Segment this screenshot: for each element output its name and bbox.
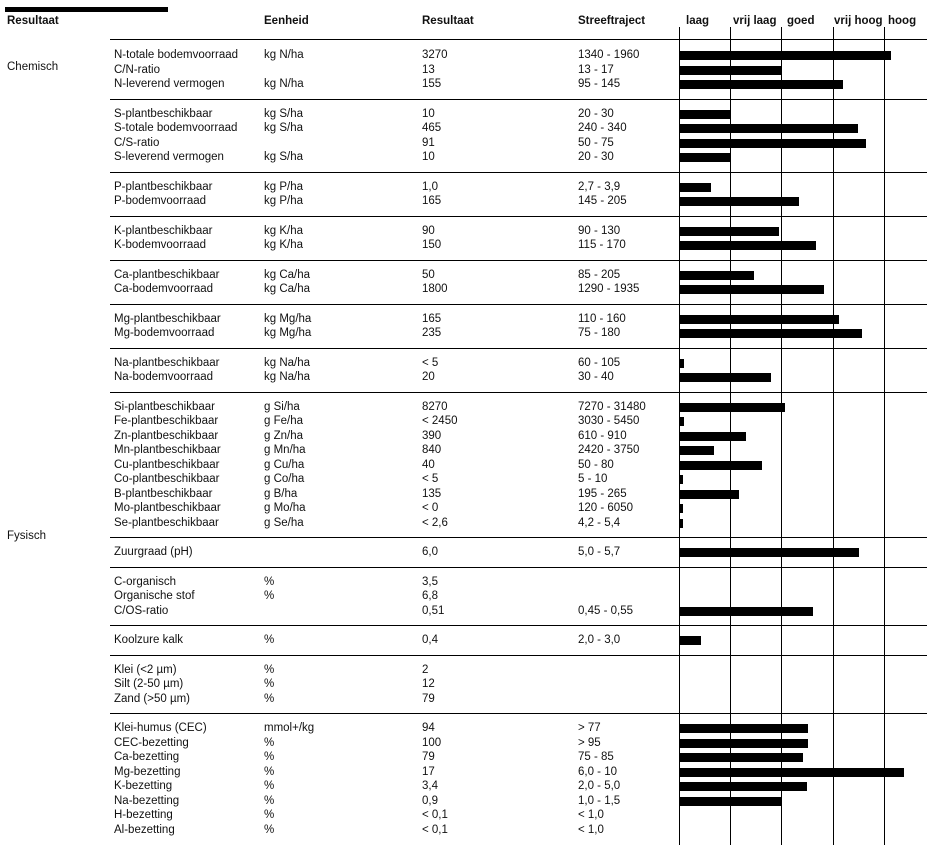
scale-label-vrij-hoog: vrij hoog (834, 15, 883, 27)
param-value: 6,8 (422, 590, 438, 602)
result-group (0, 392, 927, 538)
param-unit: kg Ca/ha (264, 268, 311, 281)
param-value: < 5 (422, 356, 439, 369)
level-bar (680, 124, 858, 133)
param-range: 6,0 - 10 (578, 765, 617, 778)
scale-label-hoog: hoog (888, 15, 917, 27)
level-bar (680, 315, 839, 324)
param-name: K-bezetting (114, 780, 173, 792)
param-unit: % (264, 678, 275, 690)
scale-label-goed: goed (787, 15, 815, 27)
param-name: Ca-plantbeschikbaar (114, 268, 220, 281)
param-range: 110 - 160 (578, 312, 626, 325)
level-bar (680, 373, 771, 382)
param-unit: kg N/ha (264, 78, 304, 90)
param-range: 75 - 180 (578, 327, 621, 339)
param-range: 7270 - 31480 (578, 400, 646, 413)
param-unit: kg Na/ha (264, 371, 311, 383)
param-range: 95 - 145 (578, 78, 621, 90)
result-group (0, 260, 927, 304)
table-row (0, 400, 927, 415)
param-value: 10 (422, 151, 435, 163)
param-name: Co-plantbeschikbaar (114, 473, 220, 485)
param-value: 840 (422, 444, 442, 456)
level-bar (680, 724, 808, 733)
result-group (0, 625, 927, 655)
param-name: Si-plantbeschikbaar (114, 400, 216, 413)
param-value: 135 (422, 487, 442, 500)
param-unit: kg Mg/ha (264, 312, 312, 325)
param-unit: % (264, 765, 275, 778)
param-name: Mg-bezetting (114, 765, 181, 778)
table-row (0, 721, 927, 736)
param-name: C/N-ratio (114, 63, 161, 76)
param-value: 91 (422, 136, 435, 149)
param-value: 235 (422, 327, 442, 339)
level-bar (680, 782, 807, 791)
table-row (0, 808, 927, 823)
param-value: 0,4 (422, 634, 438, 646)
level-bar (680, 432, 746, 441)
param-value: 79 (422, 751, 435, 763)
param-value: 20 (422, 371, 435, 383)
level-bar (680, 241, 816, 250)
param-value: 8270 (422, 400, 448, 413)
param-name: Na-bodemvoorraad (114, 371, 214, 383)
param-name: Mg-plantbeschikbaar (114, 312, 221, 325)
level-bar (680, 417, 684, 426)
param-value: 94 (422, 722, 435, 734)
result-group (0, 537, 927, 567)
param-name: Na-plantbeschikbaar (114, 356, 220, 369)
table-row (0, 604, 927, 619)
scale-tick (833, 27, 834, 39)
level-bar (680, 197, 799, 206)
param-value: 1,0 (422, 180, 438, 193)
param-value: 3,4 (422, 780, 438, 792)
table-row (0, 180, 927, 195)
table-row (0, 77, 927, 92)
level-bar (680, 110, 731, 119)
param-name: CEC-bezetting (114, 736, 189, 749)
table-row (0, 487, 927, 502)
param-value: 2 (422, 663, 429, 676)
param-value: 150 (422, 239, 442, 251)
param-range: 5,0 - 5,7 (578, 546, 621, 558)
param-value: 40 (422, 458, 435, 471)
param-range: < 1,0 (578, 823, 604, 836)
param-name: Ca-bezetting (114, 751, 180, 763)
table-row (0, 663, 927, 678)
param-unit: % (264, 590, 275, 602)
table-row (0, 736, 927, 751)
param-unit: kg Na/ha (264, 356, 311, 369)
result-group (0, 40, 927, 99)
param-name: Zand (>50 µm) (114, 692, 190, 705)
param-name: K-bodemvoorraad (114, 239, 207, 251)
param-value: 0,51 (422, 604, 445, 617)
param-value: < 0,1 (422, 823, 448, 836)
param-range: 115 - 170 (578, 239, 626, 251)
param-name: N-totale bodemvoorraad (114, 49, 239, 61)
param-name: P-bodemvoorraad (114, 195, 207, 207)
param-name: Mn-plantbeschikbaar (114, 444, 221, 456)
level-bar (680, 153, 731, 162)
table-row (0, 575, 927, 590)
param-range: 1,0 - 1,5 (578, 794, 621, 807)
param-unit: g B/ha (264, 487, 298, 500)
level-bar (680, 139, 866, 148)
section-label-chemisch: Chemisch (7, 61, 59, 73)
result-group (0, 713, 927, 844)
param-range: 50 - 80 (578, 458, 614, 471)
table-row (0, 823, 927, 838)
param-name: Zuurgraad (pH) (114, 546, 193, 558)
param-unit: kg K/ha (264, 224, 303, 237)
table-row (0, 589, 927, 604)
param-value: 1800 (422, 283, 448, 295)
table-row (0, 63, 927, 78)
table-row (0, 429, 927, 444)
header-category-column: Resultaat (7, 15, 59, 27)
table-body (0, 40, 927, 844)
param-name: Organische stof (114, 590, 195, 602)
param-unit: kg K/ha (264, 239, 303, 251)
param-value: 0,9 (422, 794, 438, 807)
level-bar (680, 461, 762, 470)
table-row (0, 414, 927, 429)
param-range: 13 - 17 (578, 63, 614, 76)
table-row (0, 268, 927, 283)
param-value: 13 (422, 63, 435, 76)
param-range: 120 - 6050 (578, 502, 633, 514)
table-row (0, 282, 927, 297)
param-name: Mo-plantbeschikbaar (114, 502, 221, 514)
param-unit: % (264, 751, 275, 763)
scale-tick (884, 27, 885, 39)
param-name: Al-bezetting (114, 823, 175, 836)
param-name: Silt (2-50 µm) (114, 678, 184, 690)
level-bar (680, 475, 683, 484)
level-bar (680, 183, 711, 192)
table-row (0, 516, 927, 531)
param-name: N-leverend vermogen (114, 78, 225, 90)
param-unit: % (264, 692, 275, 705)
param-range: 50 - 75 (578, 136, 614, 149)
level-bar (680, 285, 824, 294)
result-group (0, 567, 927, 626)
param-value: 50 (422, 268, 435, 281)
result-group (0, 348, 927, 392)
table-row (0, 443, 927, 458)
level-bar (680, 359, 684, 368)
param-range: 145 - 205 (578, 195, 627, 207)
param-unit: kg S/ha (264, 122, 303, 134)
param-name: Se-plantbeschikbaar (114, 516, 219, 529)
param-name: C/OS-ratio (114, 604, 169, 617)
table-row (0, 136, 927, 151)
param-name: Ca-bodemvoorraad (114, 283, 214, 295)
param-value: 165 (422, 312, 442, 325)
table-row (0, 356, 927, 371)
table-row (0, 633, 927, 648)
table-row (0, 150, 927, 165)
param-name: K-plantbeschikbaar (114, 224, 213, 237)
param-range: > 95 (578, 736, 601, 749)
param-range: 20 - 30 (578, 151, 614, 163)
param-range: 85 - 205 (578, 268, 621, 281)
level-bar (680, 739, 808, 748)
param-unit: g Co/ha (264, 473, 305, 485)
level-bar (680, 227, 779, 236)
result-group (0, 216, 927, 260)
param-unit: % (264, 634, 275, 646)
param-name: Cu-plantbeschikbaar (114, 458, 220, 471)
param-range: > 77 (578, 722, 601, 734)
param-unit: kg Ca/ha (264, 283, 311, 295)
param-range: 1290 - 1935 (578, 283, 640, 295)
table-row (0, 370, 927, 385)
level-bar (680, 504, 683, 513)
level-bar (680, 768, 904, 777)
param-value: 155 (422, 78, 442, 90)
param-unit: kg N/ha (264, 49, 304, 61)
param-range: 5 - 10 (578, 473, 608, 485)
param-name: P-plantbeschikbaar (114, 180, 213, 193)
param-name: S-plantbeschikbaar (114, 107, 213, 120)
table-row (0, 224, 927, 239)
table-row (0, 238, 927, 253)
table-row (0, 194, 927, 209)
param-range: 60 - 105 (578, 356, 621, 369)
scale-tick (730, 27, 731, 39)
param-value: 100 (422, 736, 442, 749)
param-name: Na-bezetting (114, 794, 180, 807)
param-range: 195 - 265 (578, 487, 627, 500)
param-unit: g Cu/ha (264, 458, 305, 471)
header-range-column: Streeftraject (578, 15, 646, 27)
param-value: < 5 (422, 473, 439, 485)
param-range: 75 - 85 (578, 751, 614, 763)
param-range: 20 - 30 (578, 107, 614, 120)
param-value: 10 (422, 107, 435, 120)
param-value: < 2450 (422, 415, 458, 427)
param-range: 610 - 910 (578, 429, 627, 442)
table-row (0, 750, 927, 765)
param-name: C-organisch (114, 575, 176, 588)
section-label-fysisch: Fysisch (7, 530, 46, 542)
level-bar (680, 66, 781, 75)
level-bar (680, 519, 683, 528)
table-row (0, 458, 927, 473)
scale-tick (679, 27, 680, 39)
param-name: C/S-ratio (114, 136, 160, 149)
param-value: 165 (422, 195, 442, 207)
param-unit: % (264, 794, 275, 807)
param-value: 17 (422, 765, 435, 778)
param-value: 390 (422, 429, 442, 442)
level-bar (680, 80, 843, 89)
level-bar (680, 446, 714, 455)
param-unit: kg S/ha (264, 107, 303, 120)
param-value: < 2,6 (422, 516, 448, 529)
level-bar (680, 490, 739, 499)
param-name: H-bezetting (114, 809, 173, 821)
param-range: 1340 - 1960 (578, 49, 640, 61)
result-group (0, 655, 927, 714)
table-row (0, 692, 927, 707)
param-unit: % (264, 663, 275, 676)
scale-label-vrij-laag: vrij laag (733, 15, 777, 27)
param-value: 90 (422, 224, 435, 237)
header-unit-column: Eenheid (264, 15, 309, 27)
level-bar (680, 403, 785, 412)
param-value: 6,0 (422, 546, 438, 558)
param-name: S-leverend vermogen (114, 151, 224, 163)
level-bar (680, 329, 862, 338)
table-row (0, 545, 927, 560)
level-bar (680, 753, 803, 762)
level-bar (680, 548, 859, 557)
param-unit: g Zn/ha (264, 429, 303, 442)
scale-label-laag: laag (686, 15, 710, 27)
param-range: 3030 - 5450 (578, 415, 640, 427)
table-row (0, 677, 927, 692)
table-row (0, 779, 927, 794)
param-range: 2,0 - 5,0 (578, 780, 621, 792)
param-name: Fe-plantbeschikbaar (114, 415, 219, 427)
param-value: 3,5 (422, 575, 438, 588)
param-unit: % (264, 575, 275, 588)
table-row (0, 107, 927, 122)
param-name: Zn-plantbeschikbaar (114, 429, 219, 442)
param-value: 465 (422, 122, 442, 134)
param-range: 4,2 - 5,4 (578, 516, 621, 529)
table-row (0, 312, 927, 327)
table-header (0, 0, 927, 40)
param-name: Koolzure kalk (114, 634, 184, 646)
param-range: 2,7 - 3,9 (578, 180, 621, 193)
param-range: 90 - 130 (578, 224, 621, 237)
table-row (0, 472, 927, 487)
param-unit: % (264, 736, 275, 749)
param-name: Klei (<2 µm) (114, 663, 177, 676)
param-unit: g Mn/ha (264, 444, 306, 456)
param-unit: g Se/ha (264, 516, 304, 529)
param-unit: kg Mg/ha (264, 327, 312, 339)
table-row (0, 794, 927, 809)
param-unit: g Mo/ha (264, 502, 306, 514)
param-unit: % (264, 809, 275, 821)
param-value: 79 (422, 692, 435, 705)
param-unit: kg P/ha (264, 195, 303, 207)
table-row (0, 121, 927, 136)
header-value-column: Resultaat (422, 15, 474, 27)
param-range: 30 - 40 (578, 371, 614, 383)
param-range: < 1,0 (578, 809, 604, 821)
param-unit: % (264, 823, 275, 836)
param-value: < 0,1 (422, 809, 448, 821)
level-bar (680, 797, 782, 806)
param-value: 3270 (422, 49, 448, 61)
table-row (0, 765, 927, 780)
param-name: S-totale bodemvoorraad (114, 122, 238, 134)
level-bar (680, 271, 754, 280)
param-unit: mmol+/kg (264, 722, 315, 734)
table-row (0, 326, 927, 341)
table-row (0, 501, 927, 516)
param-unit: kg S/ha (264, 151, 303, 163)
param-unit: kg P/ha (264, 180, 303, 193)
param-name: Mg-bodemvoorraad (114, 327, 215, 339)
param-unit: g Fe/ha (264, 415, 303, 427)
scale-tick (781, 27, 782, 39)
param-range: 0,45 - 0,55 (578, 604, 633, 617)
param-name: B-plantbeschikbaar (114, 487, 213, 500)
table-row (0, 48, 927, 63)
param-value: < 0 (422, 502, 439, 514)
result-group (0, 99, 927, 172)
param-unit: % (264, 780, 275, 792)
result-group (0, 304, 927, 348)
param-range: 240 - 340 (578, 122, 627, 134)
param-unit: g Si/ha (264, 400, 300, 413)
param-range: 2,0 - 3,0 (578, 634, 621, 646)
param-value: 12 (422, 678, 435, 690)
param-range: 2420 - 3750 (578, 444, 640, 456)
level-bar (680, 607, 813, 616)
result-group (0, 172, 927, 216)
level-bar (680, 51, 891, 60)
level-bar (680, 636, 701, 645)
param-name: Klei-humus (CEC) (114, 722, 207, 734)
